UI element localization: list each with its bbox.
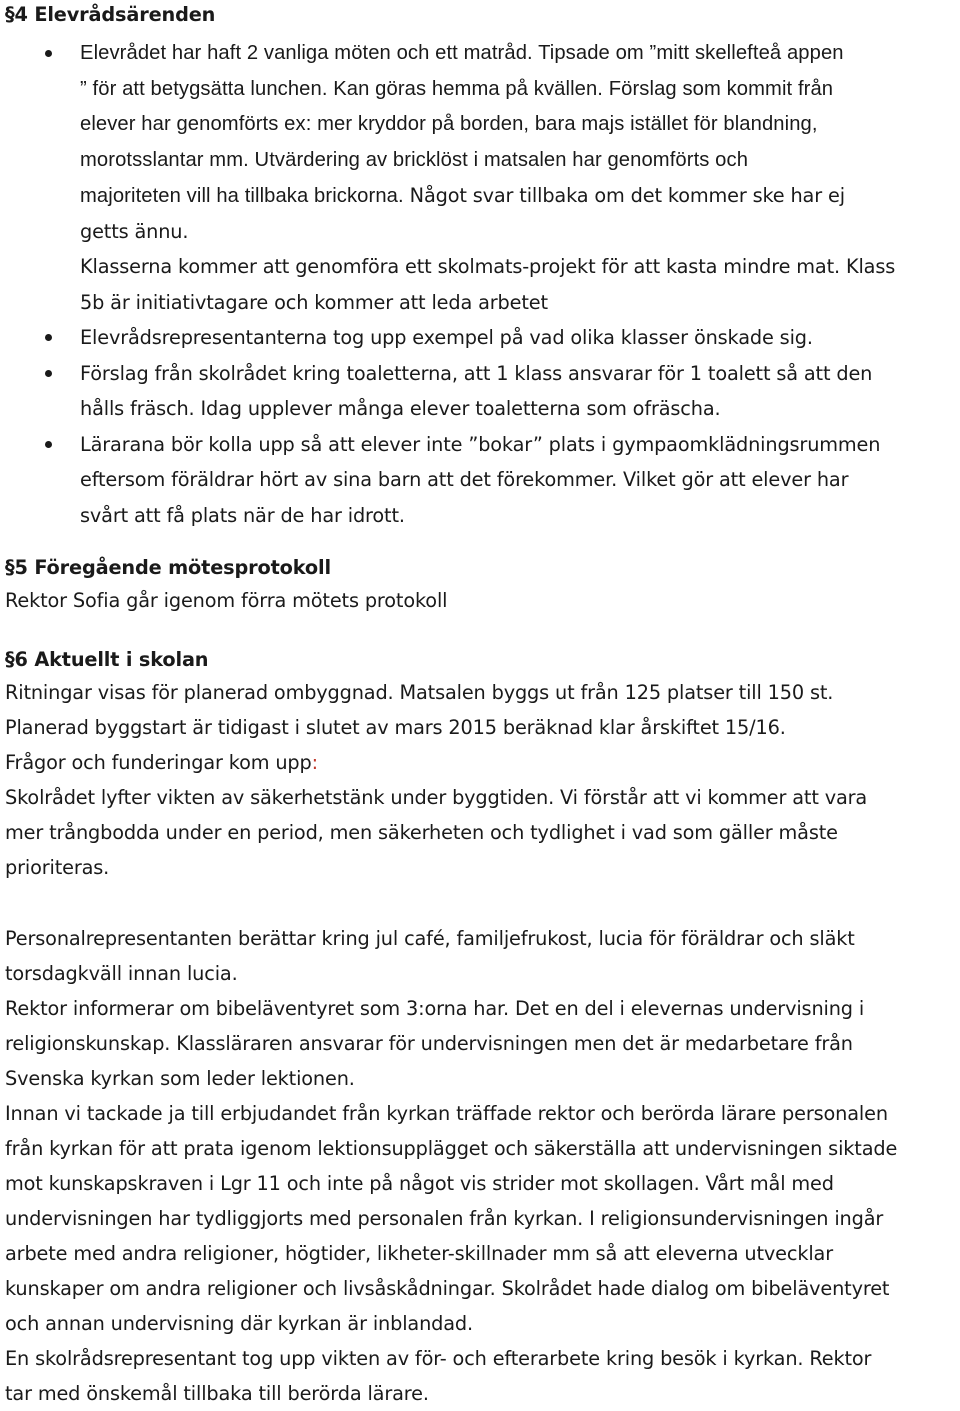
bullet-icon: [45, 370, 52, 377]
text-line: Skolrådet lyfter vikten av säkerhetstänk under byggtiden. Vi förstår att vi kommer att vara: [5, 786, 868, 809]
paragraph-church-meeting: [5, 1096, 957, 1341]
text-line: och annan undervisning där kyrkan är inblandad.: [5, 1312, 473, 1335]
text-line: elever har genomförts ex: mer kryddor på borden, bara majs istället för blandning,: [80, 113, 818, 135]
text-line: Rektor informerar om bibeläventyret som 3:orna har. Det en del i elevernas undervisning i: [5, 997, 865, 1020]
text-line: Elevrådet har haft 2 vanliga möten och ett matråd. Tipsade om ”mitt skellefteå appen: [80, 42, 844, 64]
questions-label: Frågor och funderingar kom upp: [5, 751, 312, 774]
text-line: Svenska kyrkan som leder lektionen.: [5, 1067, 355, 1090]
questions-colon: :: [311, 751, 318, 774]
text-line: arbete med andra religioner, högtider, likheter-skillnader mm så att eleverna utvecklar: [5, 1242, 833, 1265]
paragraph-representative: [5, 1341, 957, 1411]
list-item: [5, 320, 957, 356]
list-item: [5, 36, 957, 320]
paragraph-plans: [5, 675, 957, 780]
text-line: prioriteras.: [5, 856, 110, 879]
text-line: tar med önskemål tillbaka till berörda lärare.: [5, 1382, 429, 1405]
section-heading-5: §5 Föregående mötesprotokoll: [5, 556, 331, 579]
list-item: [5, 427, 957, 534]
section-heading-4: §4 Elevrådsärenden: [5, 3, 216, 26]
text-line: från kyrkan för att prata igenom lektionsupplägget och säkerställa att undervisningen siktade: [5, 1137, 898, 1160]
paragraph-staff: [5, 921, 957, 991]
text-line: morotsslantar mm. Utvärdering av bricklöst i matsalen har genomförts och: [80, 148, 749, 171]
text-line: getts ännu.: [80, 219, 189, 243]
text-segment: Något svar tillbaka om det kommer ske har ej: [403, 184, 845, 207]
text-line: undervisningen har tydliggjorts med personalen från kyrkan. I religionsundervisningen ingår: [5, 1207, 884, 1230]
text-line: hålls fräsch. Idag upplever många elever toaletterna som ofräscha.: [80, 397, 721, 420]
bullet-icon: [45, 441, 52, 448]
text-line: eftersom föräldrar hört av sina barn att det förekommer. Vilket gör att elever har: [80, 468, 849, 491]
bullet-list-section4: [5, 36, 957, 533]
text-line: Lärarana bör kolla upp så att elever inte ”bokar” plats i gympaomklädningsrummen: [80, 432, 881, 456]
paragraph-bible-adventure: [5, 991, 957, 1096]
text-line: mot kunskapskraven i Lgr 11 och inte på något vis strider mot skollagen. Vårt mål med: [5, 1172, 834, 1195]
text-line: Personalrepresentanten berättar kring jul café, familjefrukost, lucia för föräldrar och släkt: [5, 927, 855, 950]
text-line: religionskunskap. Klassläraren ansvarar för undervisningen men det är medarbetare från: [5, 1032, 853, 1055]
text-segment: majoriteten vill ha tillbaka brickorna.: [80, 185, 404, 207]
text-line: kunskaper om andra religioner och livsåskådningar. Skolrådet hade dialog om bibeläventyret: [5, 1277, 890, 1300]
bullet-icon: [45, 50, 52, 57]
text-line: Planerad byggstart är tidigast i slutet av mars 2015 beräknad klar årskiftet 15/16.: [5, 716, 786, 739]
document-page: [5, 0, 957, 1411]
paragraph-safety: [5, 780, 957, 885]
text-line: mer trångbodda under en period, men säkerheten och tydlighet i vad som gäller måste: [5, 821, 838, 844]
section-heading-6: §6 Aktuellt i skolan: [5, 648, 209, 671]
text-line: ” för att betygsätta lunchen. Kan göras hemma på kvällen. Förslag som kommit från: [80, 77, 834, 100]
text-line: torsdagkväll innan lucia.: [5, 962, 238, 985]
text-line: Rektor Sofia går igenom förra mötets protokoll: [5, 589, 448, 612]
text-line-mixed: [80, 178, 957, 214]
text-line: En skolrådsrepresentant tog upp vikten av för- och efterarbete kring besök i kyrkan. Rektor: [5, 1347, 872, 1370]
text-line: svårt att få plats när de har idrott.: [80, 503, 405, 527]
text-line: Elevrådsrepresentanterna tog upp exempel på vad olika klasser önskade sig.: [80, 326, 813, 349]
text-line: Förslag från skolrådet kring toaletterna, att 1 klass ansvarar för 1 toalett så att den: [80, 361, 873, 385]
bullet-icon: [45, 334, 52, 341]
text-line: Innan vi tackade ja till erbjudandet från kyrkan träffade rektor och berörda lärare personalen: [5, 1102, 888, 1125]
list-item: [5, 356, 957, 427]
text-line: Klasserna kommer att genomföra ett skolmats-projekt för att kasta mindre mat. Klass: [80, 255, 896, 278]
text-line: Ritningar visas för planerad ombyggnad. Matsalen byggs ut från 125 platser till 150 st.: [5, 681, 834, 704]
questions-line: [5, 745, 957, 780]
text-line: 5b är initiativtagare och kommer att leda arbetet: [80, 290, 548, 314]
